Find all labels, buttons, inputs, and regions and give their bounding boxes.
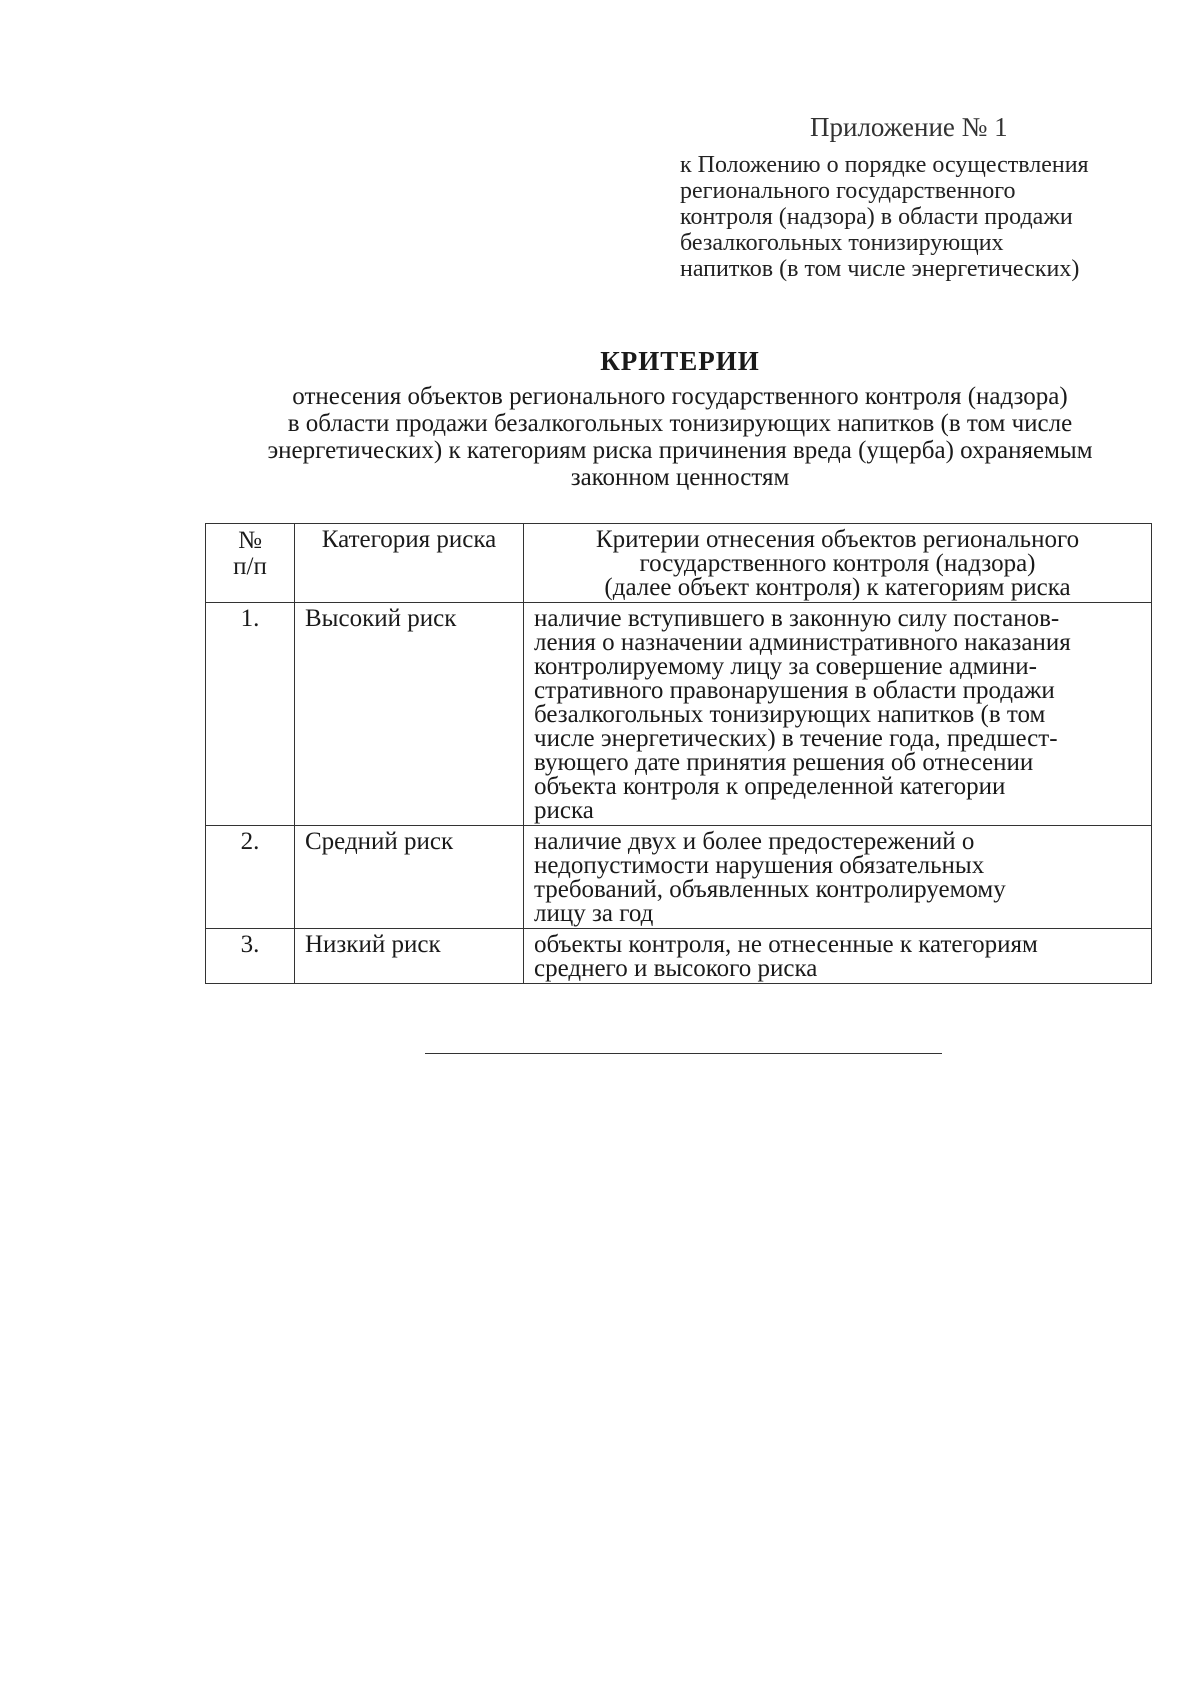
row-criteria: [524, 826, 1152, 929]
appendix-block: [680, 112, 1160, 282]
criteria-line: риска: [534, 797, 594, 824]
table-row: [206, 929, 1152, 984]
criteria-line: вующего дате принятия решения об отнесении: [534, 749, 1034, 776]
criteria-line: контролируемому лицу за совершение админи-: [534, 653, 1037, 680]
criteria-line: среднего и высокого риска: [534, 955, 818, 982]
row-category: Низкий риск: [295, 929, 524, 984]
row-category: Средний риск: [295, 826, 524, 929]
row-number: 2.: [206, 826, 295, 929]
appendix-reference-line: контроля (надзора) в области продажи: [680, 204, 1073, 230]
criteria-line: стративного правонарушения в области продажи: [534, 677, 1055, 704]
criteria-line: лицу за год: [534, 900, 654, 927]
row-number: 3.: [206, 929, 295, 984]
subtitle-line: отнесения объектов регионального государственного контроля (надзора): [292, 383, 1068, 410]
header-criteria: [524, 524, 1152, 603]
row-criteria: [524, 929, 1152, 984]
header-criteria-line: (далее объект контроля) к категориям риска: [604, 574, 1071, 601]
appendix-reference-line: напитков (в том числе энергетических): [680, 256, 1080, 282]
appendix-reference-line: к Положению о порядке осуществления: [680, 152, 1089, 178]
appendix-title: Приложение № 1: [810, 112, 1008, 142]
header-number-sign: №: [238, 527, 262, 554]
header-criteria-line: государственного контроля (надзора): [639, 550, 1036, 577]
subtitle-line: энергетических) к категориям риска причинения вреда (ущерба) охраняемым: [267, 437, 1093, 464]
header-number-label: п/п: [233, 553, 267, 580]
criteria-line: ления о назначении административного наказания: [534, 629, 1071, 656]
criteria-line: наличие вступившего в законную силу постанов-: [534, 605, 1060, 632]
document-heading: [190, 345, 1170, 491]
appendix-reference: [680, 152, 1160, 282]
subtitle-line: законном ценностям: [570, 464, 790, 491]
criteria-line: наличие двух и более предостережений о: [534, 828, 975, 855]
header-criteria-line: Критерии отнесения объектов регионального: [595, 526, 1080, 553]
criteria-line: объекта контроля к определенной категории: [534, 773, 1006, 800]
header-number: [206, 524, 295, 603]
document-subtitle: [190, 383, 1170, 491]
document-title: КРИТЕРИИ: [600, 346, 760, 376]
row-number: 1.: [206, 603, 295, 826]
criteria-line: требований, объявленных контролируемому: [534, 876, 1006, 903]
criteria-line: объекты контроля, не отнесенные к категориям: [534, 931, 1038, 958]
criteria-line: недопустимости нарушения обязательных: [534, 852, 985, 879]
row-category: Высокий риск: [295, 603, 524, 826]
table-header-row: [206, 524, 1152, 603]
criteria-line: числе энергетических) в течение года, предшест-: [534, 725, 1058, 752]
table-row: [206, 603, 1152, 826]
criteria-line: безалкогольных тонизирующих напитков (в том: [534, 701, 1046, 728]
table-row: [206, 826, 1152, 929]
appendix-reference-line: безалкогольных тонизирующих: [680, 230, 1004, 256]
header-category: Категория риска: [295, 524, 524, 603]
risk-criteria-table: [205, 523, 1152, 984]
appendix-reference-line: регионального государственного: [680, 178, 1016, 204]
row-criteria: [524, 603, 1152, 826]
end-divider: [425, 1053, 942, 1054]
subtitle-line: в области продажи безалкогольных тонизирующих напитков (в том числе: [287, 410, 1073, 437]
